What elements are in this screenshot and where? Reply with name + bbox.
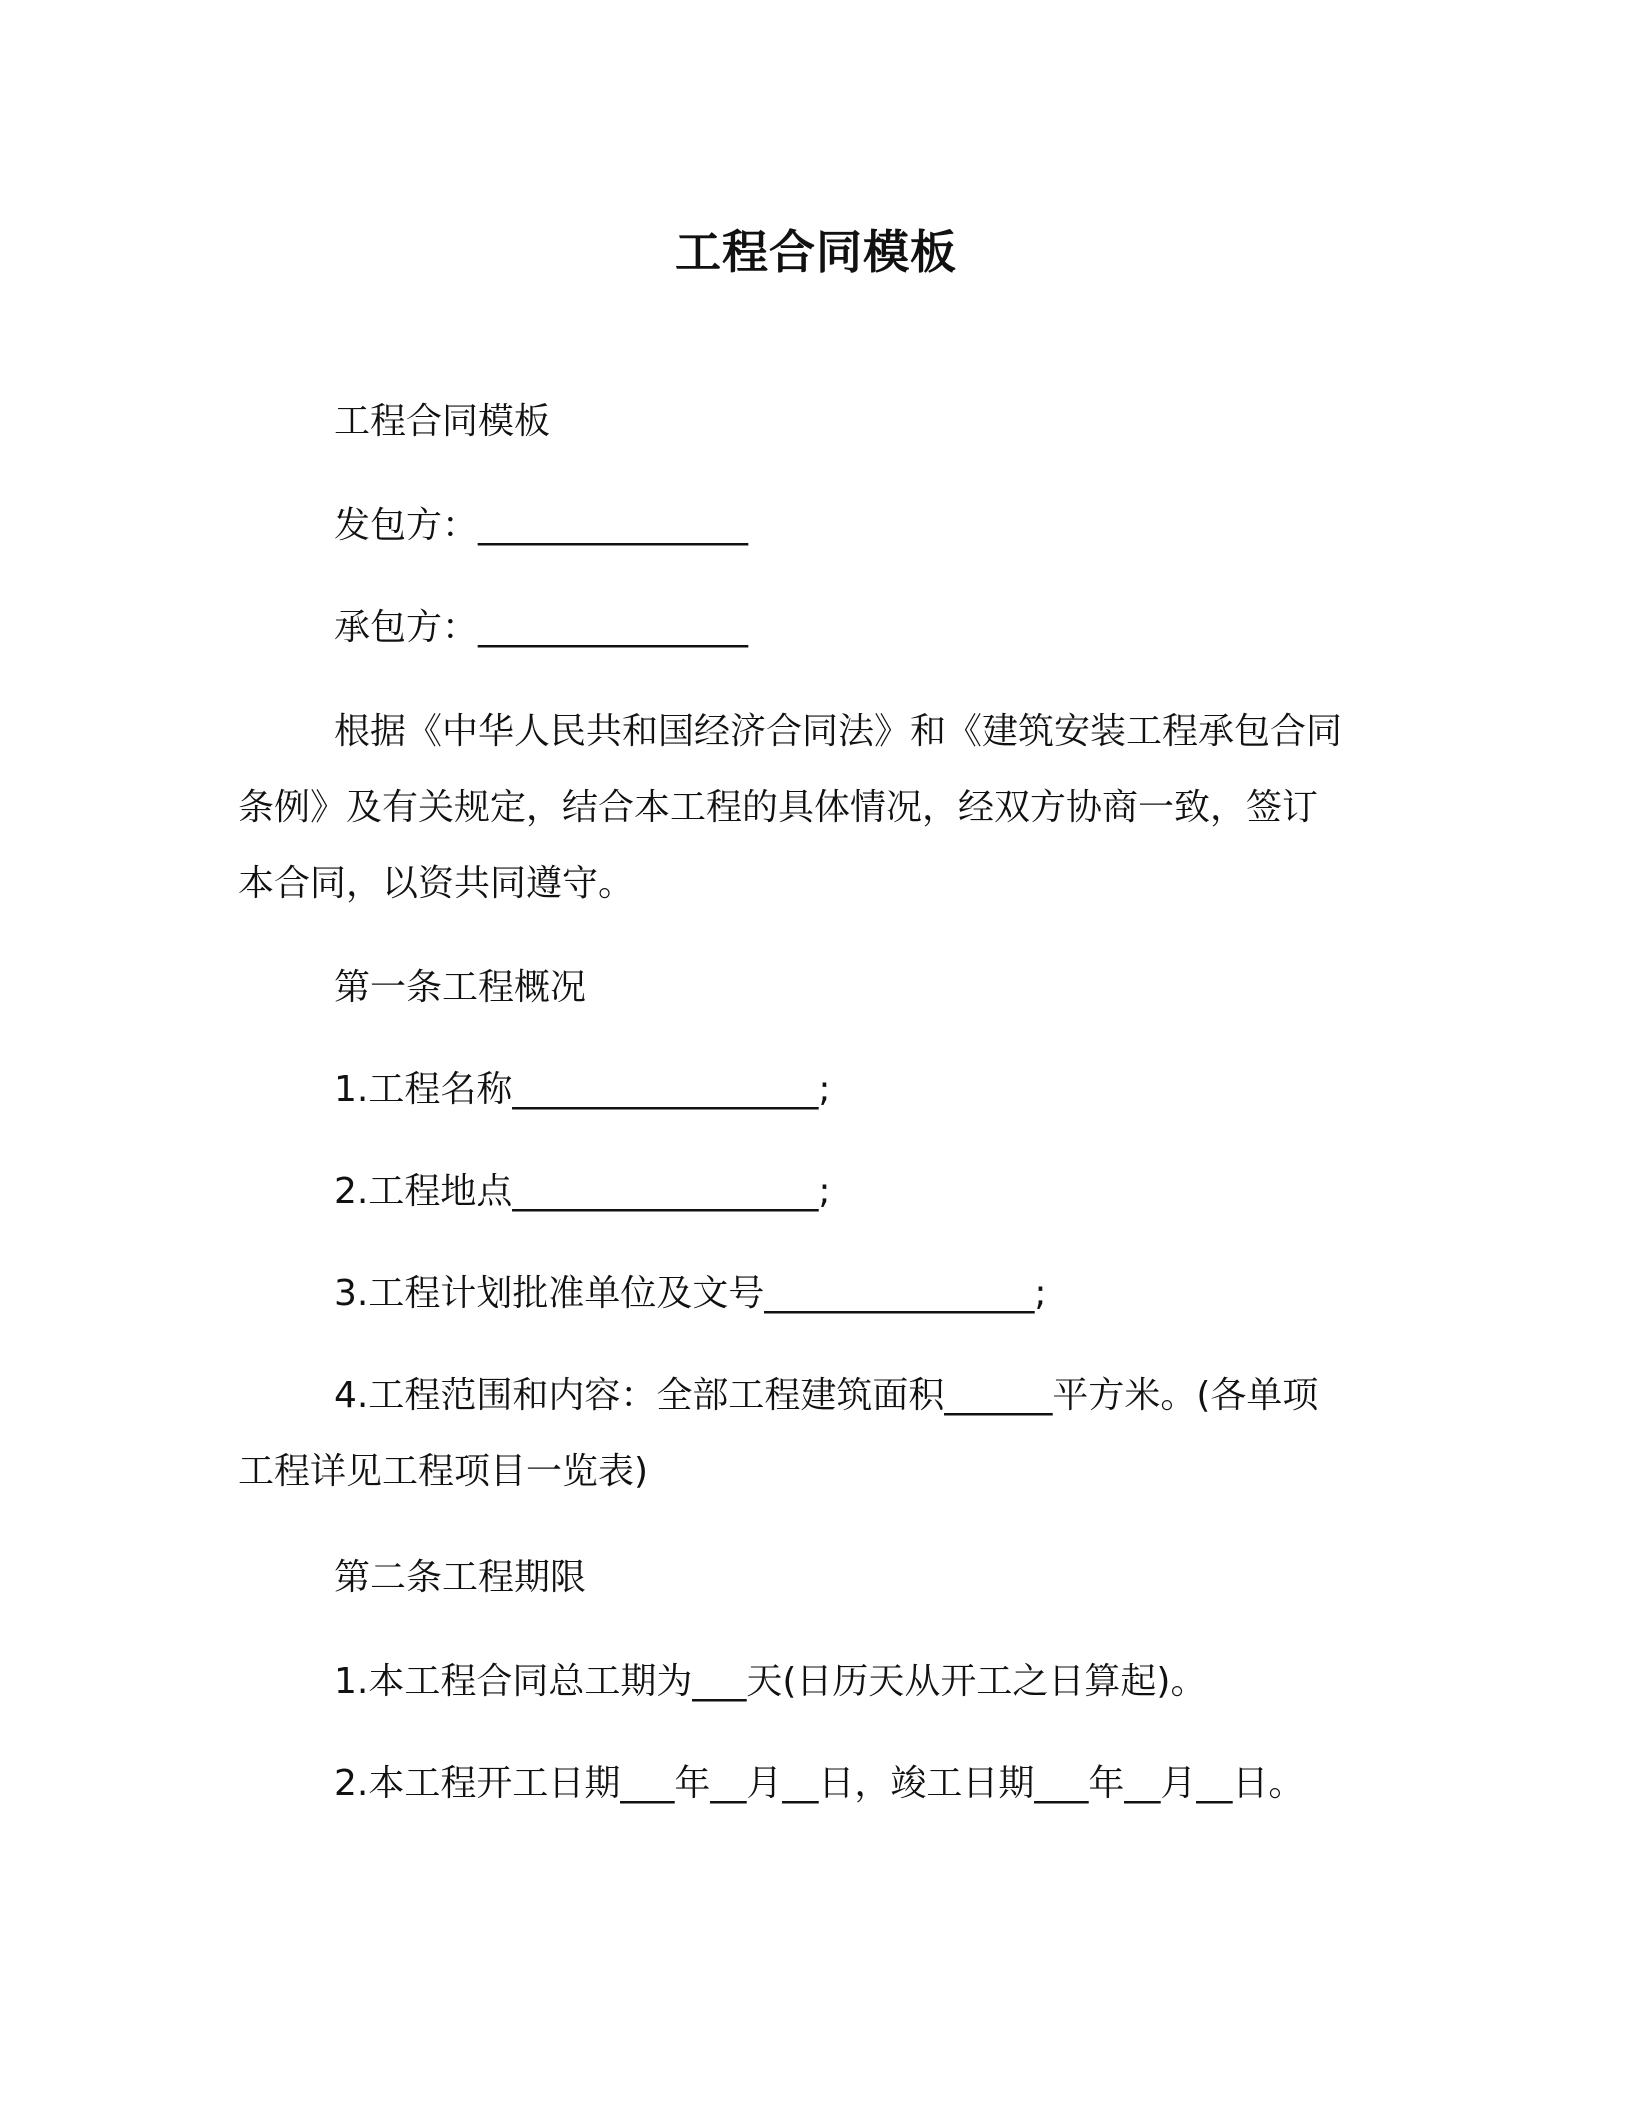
item-text: 2.工程地点_________________; [334,1171,831,1212]
article2-item1 [238,1644,1388,1720]
article1-item4 [238,1358,1388,1510]
employer-text: 发包方：_______________ [334,505,749,546]
article2-item2 [238,1746,1388,1822]
subtitle-text: 工程合同模板 [334,401,551,442]
article1-item3 [238,1256,1388,1332]
article1-item1 [238,1052,1388,1128]
item-text: 工程详见工程项目一览表) [238,1451,649,1492]
preamble-line: 条例》及有关规定，结合本工程的具体情况，经双方协商一致，签订 [238,787,1319,828]
employer-line [238,488,1388,564]
preamble-line: 本合同，以资共同遵守。 [238,863,635,904]
item-text: 1.工程名称_________________; [334,1069,831,1110]
preamble-paragraph [238,694,1388,922]
contractor-line [238,590,1388,666]
article-heading-text: 第二条工程期限 [334,1557,587,1598]
item-text: 3.工程计划批准单位及文号_______________; [334,1273,1047,1314]
contractor-text: 承包方：_______________ [334,607,749,648]
article1-heading [238,950,1388,1026]
item-text: 2.本工程开工日期___年__月__日，竣工日期___年__月__日。 [334,1763,1305,1804]
item-text: 4.工程范围和内容：全部工程建筑面积______平方米。(各单项 [334,1375,1319,1416]
document-title: 工程合同模板 [675,225,957,279]
article1-item2 [238,1154,1388,1230]
item-text: 1.本工程合同总工期为___天(日历天从开工之日算起)。 [334,1661,1207,1702]
section-subtitle [238,384,1388,460]
article2-heading [238,1540,1388,1616]
preamble-line: 根据《中华人民共和国经济合同法》和《建筑安装工程承包合同 [334,711,1343,752]
article-heading-text: 第一条工程概况 [334,967,587,1008]
